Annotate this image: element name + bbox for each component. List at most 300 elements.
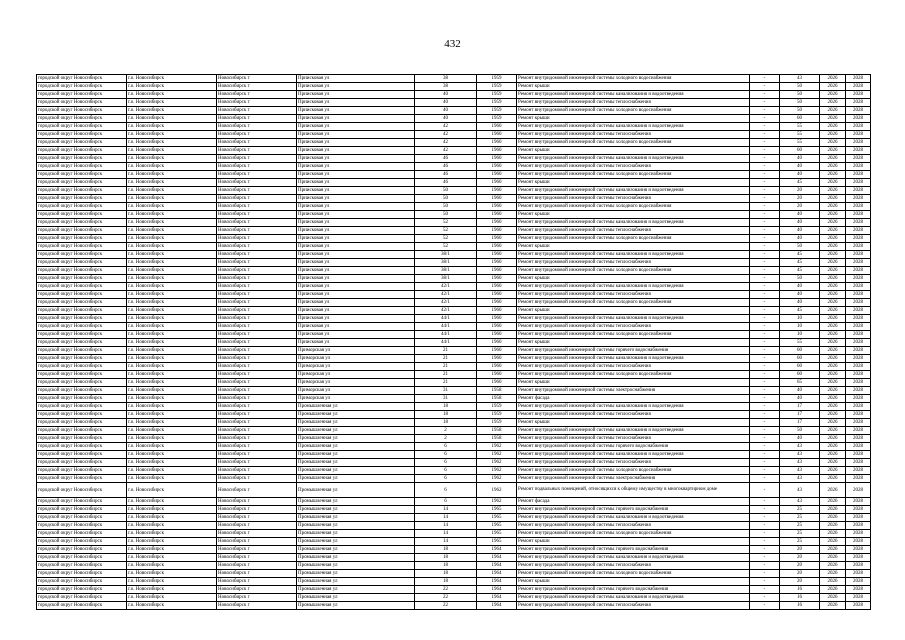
dash-cell: - (750, 251, 780, 259)
municipality-cell: городской округ Новосибирск (37, 483, 127, 498)
value-cell: 45 (780, 307, 820, 315)
house-number-cell: 38/1 (415, 251, 477, 259)
start-year-cell: 2026 (820, 483, 846, 498)
table-row (37, 75, 871, 83)
build-year-cell: 1960 (477, 331, 517, 339)
end-year-cell: 2028 (846, 243, 871, 251)
table-row (37, 219, 871, 227)
end-year-cell: 2028 (846, 291, 871, 299)
build-year-cell: 1965 (477, 506, 517, 514)
table-row (37, 530, 871, 538)
dash-cell: - (750, 283, 780, 291)
house-number-cell: 42 (415, 131, 477, 139)
end-year-cell: 2028 (846, 123, 871, 131)
municipality-cell: городской округ Новосибирск (37, 546, 127, 554)
start-year-cell: 2026 (820, 219, 846, 227)
dash-cell: - (750, 155, 780, 163)
municipality-cell: городской округ Новосибирск (37, 554, 127, 562)
dash-cell: - (750, 514, 780, 522)
table-row (37, 570, 871, 578)
house-number-cell: 46 (415, 179, 477, 187)
value-cell: 50 (780, 427, 820, 435)
start-year-cell: 2026 (820, 506, 846, 514)
work-type-cell: Ремонт внутридомовой инженерной системы холодного водоснабжения (517, 139, 750, 147)
table-row (37, 578, 871, 586)
build-year-cell: 1960 (477, 211, 517, 219)
street-cell: Приисковая ул (297, 243, 415, 251)
end-year-cell: 2028 (846, 562, 871, 570)
city-cell: Новосибирск г (217, 235, 297, 243)
city-cell: Новосибирск г (217, 451, 297, 459)
district-cell: г.о. Новосибирск (127, 387, 217, 395)
start-year-cell: 2026 (820, 443, 846, 451)
dash-cell: - (750, 235, 780, 243)
district-cell: г.о. Новосибирск (127, 99, 217, 107)
build-year-cell: 1960 (477, 179, 517, 187)
house-number-cell: 44/1 (415, 331, 477, 339)
build-year-cell: 1959 (477, 83, 517, 91)
city-cell: Новосибирск г (217, 578, 297, 586)
build-year-cell: 1958 (477, 435, 517, 443)
table-row (37, 99, 871, 107)
street-cell: Промышленная ул (297, 602, 415, 610)
dash-cell: - (750, 91, 780, 99)
start-year-cell: 2026 (820, 123, 846, 131)
street-cell: Приисковая ул (297, 147, 415, 155)
end-year-cell: 2028 (846, 163, 871, 171)
dash-cell: - (750, 475, 780, 483)
work-type-cell: Ремонт крыши (517, 115, 750, 123)
work-type-cell: Ремонт внутридомовой инженерной системы горячего водоснабжения (517, 546, 750, 554)
end-year-cell: 2028 (846, 395, 871, 403)
city-cell: Новосибирск г (217, 403, 297, 411)
end-year-cell: 2028 (846, 522, 871, 530)
table-row (37, 251, 871, 259)
build-year-cell: 1964 (477, 570, 517, 578)
house-number-cell: 18 (415, 578, 477, 586)
work-type-cell: Ремонт внутридомовой инженерной системы теплоснабжения (517, 227, 750, 235)
work-type-cell: Ремонт внутридомовой инженерной системы канализования и водоотведения (517, 283, 750, 291)
end-year-cell: 2028 (846, 602, 871, 610)
end-year-cell: 2028 (846, 467, 871, 475)
dash-cell: - (750, 387, 780, 395)
dash-cell: - (750, 139, 780, 147)
end-year-cell: 2028 (846, 586, 871, 594)
end-year-cell: 2028 (846, 419, 871, 427)
value-cell: 17 (780, 411, 820, 419)
municipality-cell: городской округ Новосибирск (37, 355, 127, 363)
street-cell: Приморская ул (297, 363, 415, 371)
end-year-cell: 2028 (846, 83, 871, 91)
end-year-cell: 2028 (846, 323, 871, 331)
end-year-cell: 2028 (846, 355, 871, 363)
value-cell: 45 (780, 251, 820, 259)
value-cell: 50 (780, 243, 820, 251)
start-year-cell: 2026 (820, 187, 846, 195)
city-cell: Новосибирск г (217, 506, 297, 514)
street-cell: Промышленная ул (297, 427, 415, 435)
build-year-cell: 1960 (477, 195, 517, 203)
district-cell: г.о. Новосибирск (127, 506, 217, 514)
start-year-cell: 2026 (820, 331, 846, 339)
work-type-cell: Ремонт крыши (517, 147, 750, 155)
house-number-cell: 46 (415, 155, 477, 163)
city-cell: Новосибирск г (217, 459, 297, 467)
value-cell: 65 (780, 379, 820, 387)
value-cell: 50 (780, 107, 820, 115)
municipality-cell: городской округ Новосибирск (37, 347, 127, 355)
value-cell: 10 (780, 323, 820, 331)
city-cell: Новосибирск г (217, 275, 297, 283)
dash-cell: - (750, 363, 780, 371)
district-cell: г.о. Новосибирск (127, 331, 217, 339)
value-cell: 40 (780, 299, 820, 307)
end-year-cell: 2028 (846, 379, 871, 387)
house-number-cell: 21 (415, 371, 477, 379)
district-cell: г.о. Новосибирск (127, 323, 217, 331)
table-row (37, 235, 871, 243)
street-cell: Промышленная ул (297, 570, 415, 578)
municipality-cell: городской округ Новосибирск (37, 291, 127, 299)
district-cell: г.о. Новосибирск (127, 498, 217, 506)
house-number-cell: 2 (415, 435, 477, 443)
value-cell: 17 (780, 419, 820, 427)
table-row (37, 283, 871, 291)
value-cell: 43 (780, 443, 820, 451)
street-cell: Приисковая ул (297, 123, 415, 131)
dash-cell: - (750, 147, 780, 155)
municipality-cell: городской округ Новосибирск (37, 451, 127, 459)
dash-cell: - (750, 243, 780, 251)
house-number-cell: 50 (415, 187, 477, 195)
end-year-cell: 2028 (846, 283, 871, 291)
street-cell: Промышленная ул (297, 411, 415, 419)
street-cell: Приисковая ул (297, 115, 415, 123)
city-cell: Новосибирск г (217, 538, 297, 546)
build-year-cell: 1959 (477, 411, 517, 419)
build-year-cell: 1960 (477, 235, 517, 243)
table-row (37, 498, 871, 506)
street-cell: Промышленная ул (297, 483, 415, 498)
dash-cell: - (750, 227, 780, 235)
dash-cell: - (750, 411, 780, 419)
end-year-cell: 2028 (846, 387, 871, 395)
table-row (37, 259, 871, 267)
value-cell: 55 (780, 131, 820, 139)
street-cell: Промышленная ул (297, 530, 415, 538)
dash-cell: - (750, 594, 780, 602)
dash-cell: - (750, 459, 780, 467)
work-type-cell: Ремонт внутридомовой инженерной системы канализования и водоотведения (517, 91, 750, 99)
city-cell: Новосибирск г (217, 562, 297, 570)
district-cell: г.о. Новосибирск (127, 267, 217, 275)
value-cell: 40 (780, 163, 820, 171)
municipality-cell: городской округ Новосибирск (37, 363, 127, 371)
street-cell: Приисковая ул (297, 187, 415, 195)
table-row (37, 602, 871, 610)
street-cell: Промышленная ул (297, 562, 415, 570)
city-cell: Новосибирск г (217, 83, 297, 91)
district-cell: г.о. Новосибирск (127, 530, 217, 538)
municipality-cell: городской округ Новосибирск (37, 75, 127, 83)
value-cell: 43 (780, 451, 820, 459)
city-cell: Новосибирск г (217, 267, 297, 275)
district-cell: г.о. Новосибирск (127, 259, 217, 267)
dash-cell: - (750, 427, 780, 435)
city-cell: Новосибирск г (217, 387, 297, 395)
dash-cell: - (750, 315, 780, 323)
street-cell: Промышленная ул (297, 538, 415, 546)
district-cell: г.о. Новосибирск (127, 171, 217, 179)
start-year-cell: 2026 (820, 299, 846, 307)
dash-cell: - (750, 570, 780, 578)
street-cell: Промышленная ул (297, 459, 415, 467)
build-year-cell: 1964 (477, 554, 517, 562)
work-type-cell: Ремонт крыши (517, 419, 750, 427)
end-year-cell: 2028 (846, 203, 871, 211)
table-row (37, 435, 871, 443)
value-cell: 40 (780, 435, 820, 443)
table-row (37, 371, 871, 379)
street-cell: Приисковая ул (297, 251, 415, 259)
value-cell: 43 (780, 483, 820, 498)
district-cell: г.о. Новосибирск (127, 163, 217, 171)
start-year-cell: 2026 (820, 163, 846, 171)
street-cell: Промышленная ул (297, 467, 415, 475)
municipality-cell: городской округ Новосибирск (37, 467, 127, 475)
city-cell: Новосибирск г (217, 594, 297, 602)
district-cell: г.о. Новосибирск (127, 179, 217, 187)
value-cell: 16 (780, 602, 820, 610)
city-cell: Новосибирск г (217, 107, 297, 115)
start-year-cell: 2026 (820, 522, 846, 530)
district-cell: г.о. Новосибирск (127, 363, 217, 371)
table-row (37, 195, 871, 203)
municipality-cell: городской округ Новосибирск (37, 403, 127, 411)
city-cell: Новосибирск г (217, 498, 297, 506)
dash-cell: - (750, 219, 780, 227)
table-row (37, 459, 871, 467)
value-cell: 55 (780, 139, 820, 147)
value-cell: 20 (780, 195, 820, 203)
value-cell: 60 (780, 347, 820, 355)
start-year-cell: 2026 (820, 83, 846, 91)
city-cell: Новосибирск г (217, 187, 297, 195)
house-number-cell: 31 (415, 395, 477, 403)
table-row (37, 355, 871, 363)
build-year-cell: 1962 (477, 467, 517, 475)
house-number-cell: 42/1 (415, 307, 477, 315)
work-type-cell: Ремонт внутридомовой инженерной системы горячего водоснабжения (517, 506, 750, 514)
district-cell: г.о. Новосибирск (127, 586, 217, 594)
work-type-cell: Ремонт внутридомовой инженерной системы холодного водоснабжения (517, 299, 750, 307)
dash-cell: - (750, 211, 780, 219)
table-row (37, 475, 871, 483)
start-year-cell: 2026 (820, 554, 846, 562)
house-number-cell: 46 (415, 171, 477, 179)
end-year-cell: 2028 (846, 219, 871, 227)
street-cell: Приисковая ул (297, 107, 415, 115)
table-row (37, 538, 871, 546)
dash-cell: - (750, 299, 780, 307)
municipality-cell: городской округ Новосибирск (37, 195, 127, 203)
end-year-cell: 2028 (846, 315, 871, 323)
start-year-cell: 2026 (820, 243, 846, 251)
table-row (37, 83, 871, 91)
city-cell: Новосибирск г (217, 339, 297, 347)
dash-cell: - (750, 554, 780, 562)
city-cell: Новосибирск г (217, 602, 297, 610)
city-cell: Новосибирск г (217, 283, 297, 291)
dash-cell: - (750, 203, 780, 211)
dash-cell: - (750, 467, 780, 475)
table-row (37, 227, 871, 235)
municipality-cell: городской округ Новосибирск (37, 99, 127, 107)
district-cell: г.о. Новосибирск (127, 123, 217, 131)
dash-cell: - (750, 602, 780, 610)
table-row (37, 419, 871, 427)
end-year-cell: 2028 (846, 483, 871, 498)
street-cell: Приисковая ул (297, 323, 415, 331)
city-cell: Новосибирск г (217, 243, 297, 251)
work-type-cell: Ремонт внутридомовой инженерной системы теплоснабжения (517, 291, 750, 299)
start-year-cell: 2026 (820, 498, 846, 506)
end-year-cell: 2028 (846, 411, 871, 419)
work-type-cell: Ремонт внутридомовой инженерной системы теплоснабжения (517, 411, 750, 419)
house-number-cell: 14 (415, 506, 477, 514)
start-year-cell: 2026 (820, 283, 846, 291)
build-year-cell: 1960 (477, 299, 517, 307)
house-number-cell: 50 (415, 195, 477, 203)
city-cell: Новосибирск г (217, 546, 297, 554)
end-year-cell: 2028 (846, 259, 871, 267)
dash-cell: - (750, 259, 780, 267)
district-cell: г.о. Новосибирск (127, 451, 217, 459)
work-type-cell: Ремонт внутридомовой инженерной системы холодного водоснабжения (517, 171, 750, 179)
house-number-cell: 42/1 (415, 283, 477, 291)
street-cell: Промышленная ул (297, 451, 415, 459)
dash-cell: - (750, 443, 780, 451)
end-year-cell: 2028 (846, 538, 871, 546)
street-cell: Приисковая ул (297, 91, 415, 99)
city-cell: Новосибирск г (217, 179, 297, 187)
end-year-cell: 2028 (846, 459, 871, 467)
district-cell: г.о. Новосибирск (127, 155, 217, 163)
district-cell: г.о. Новосибирск (127, 562, 217, 570)
district-cell: г.о. Новосибирск (127, 187, 217, 195)
table-row (37, 483, 871, 498)
table-row (37, 554, 871, 562)
house-number-cell: 38/1 (415, 259, 477, 267)
table-row (37, 291, 871, 299)
district-cell: г.о. Новосибирск (127, 227, 217, 235)
start-year-cell: 2026 (820, 395, 846, 403)
table-row (37, 443, 871, 451)
value-cell: 40 (780, 211, 820, 219)
start-year-cell: 2026 (820, 546, 846, 554)
start-year-cell: 2026 (820, 275, 846, 283)
house-number-cell: 42/1 (415, 291, 477, 299)
work-type-cell: Ремонт внутридомовой инженерной системы холодного водоснабжения (517, 467, 750, 475)
table-row (37, 514, 871, 522)
municipality-cell: городской округ Новосибирск (37, 235, 127, 243)
table-row (37, 267, 871, 275)
end-year-cell: 2028 (846, 187, 871, 195)
city-cell: Новосибирск г (217, 171, 297, 179)
build-year-cell: 1960 (477, 227, 517, 235)
house-number-cell: 18 (415, 546, 477, 554)
municipality-cell: городской округ Новосибирск (37, 594, 127, 602)
table-row (37, 411, 871, 419)
start-year-cell: 2026 (820, 594, 846, 602)
table-row (37, 187, 871, 195)
city-cell: Новосибирск г (217, 475, 297, 483)
start-year-cell: 2026 (820, 315, 846, 323)
work-type-cell: Ремонт крыши (517, 275, 750, 283)
work-type-cell: Ремонт внутридомовой инженерной системы горячего водоснабжения (517, 443, 750, 451)
street-cell: Промышленная ул (297, 514, 415, 522)
table-row (37, 387, 871, 395)
start-year-cell: 2026 (820, 379, 846, 387)
district-cell: г.о. Новосибирск (127, 475, 217, 483)
build-year-cell: 1965 (477, 522, 517, 530)
work-type-cell: Ремонт крыши (517, 339, 750, 347)
end-year-cell: 2028 (846, 267, 871, 275)
municipality-cell: городской округ Новосибирск (37, 163, 127, 171)
build-year-cell: 1960 (477, 267, 517, 275)
build-year-cell: 1959 (477, 107, 517, 115)
work-type-cell: Ремонт внутридомовой инженерной системы канализования и водоотведения (517, 514, 750, 522)
municipality-cell: городской округ Новосибирск (37, 179, 127, 187)
house-number-cell: 52 (415, 235, 477, 243)
street-cell: Приисковая ул (297, 171, 415, 179)
work-type-cell: Ремонт внутридомовой инженерной системы холодного водоснабжения (517, 267, 750, 275)
end-year-cell: 2028 (846, 107, 871, 115)
dash-cell: - (750, 115, 780, 123)
table-row (37, 506, 871, 514)
city-cell: Новосибирск г (217, 307, 297, 315)
street-cell: Приисковая ул (297, 139, 415, 147)
work-type-cell: Ремонт внутридомовой инженерной системы теплоснабжения (517, 259, 750, 267)
house-number-cell: 6 (415, 483, 477, 498)
district-cell: г.о. Новосибирск (127, 379, 217, 387)
house-number-cell: 22 (415, 594, 477, 602)
dash-cell: - (750, 179, 780, 187)
start-year-cell: 2026 (820, 259, 846, 267)
table-row (37, 451, 871, 459)
dash-cell: - (750, 75, 780, 83)
house-number-cell: 18 (415, 554, 477, 562)
start-year-cell: 2026 (820, 347, 846, 355)
start-year-cell: 2026 (820, 467, 846, 475)
value-cell: 40 (780, 387, 820, 395)
work-type-cell: Ремонт внутридомовой инженерной системы холодного водоснабжения (517, 203, 750, 211)
street-cell: Приисковая ул (297, 259, 415, 267)
end-year-cell: 2028 (846, 227, 871, 235)
house-number-cell: 38 (415, 83, 477, 91)
table-row (37, 179, 871, 187)
start-year-cell: 2026 (820, 586, 846, 594)
dash-cell: - (750, 379, 780, 387)
house-number-cell: 21 (415, 355, 477, 363)
build-year-cell: 1958 (477, 395, 517, 403)
end-year-cell: 2028 (846, 171, 871, 179)
value-cell: 43 (780, 475, 820, 483)
value-cell: 43 (780, 498, 820, 506)
district-cell: г.о. Новосибирск (127, 315, 217, 323)
house-number-cell: 6 (415, 475, 477, 483)
end-year-cell: 2028 (846, 371, 871, 379)
